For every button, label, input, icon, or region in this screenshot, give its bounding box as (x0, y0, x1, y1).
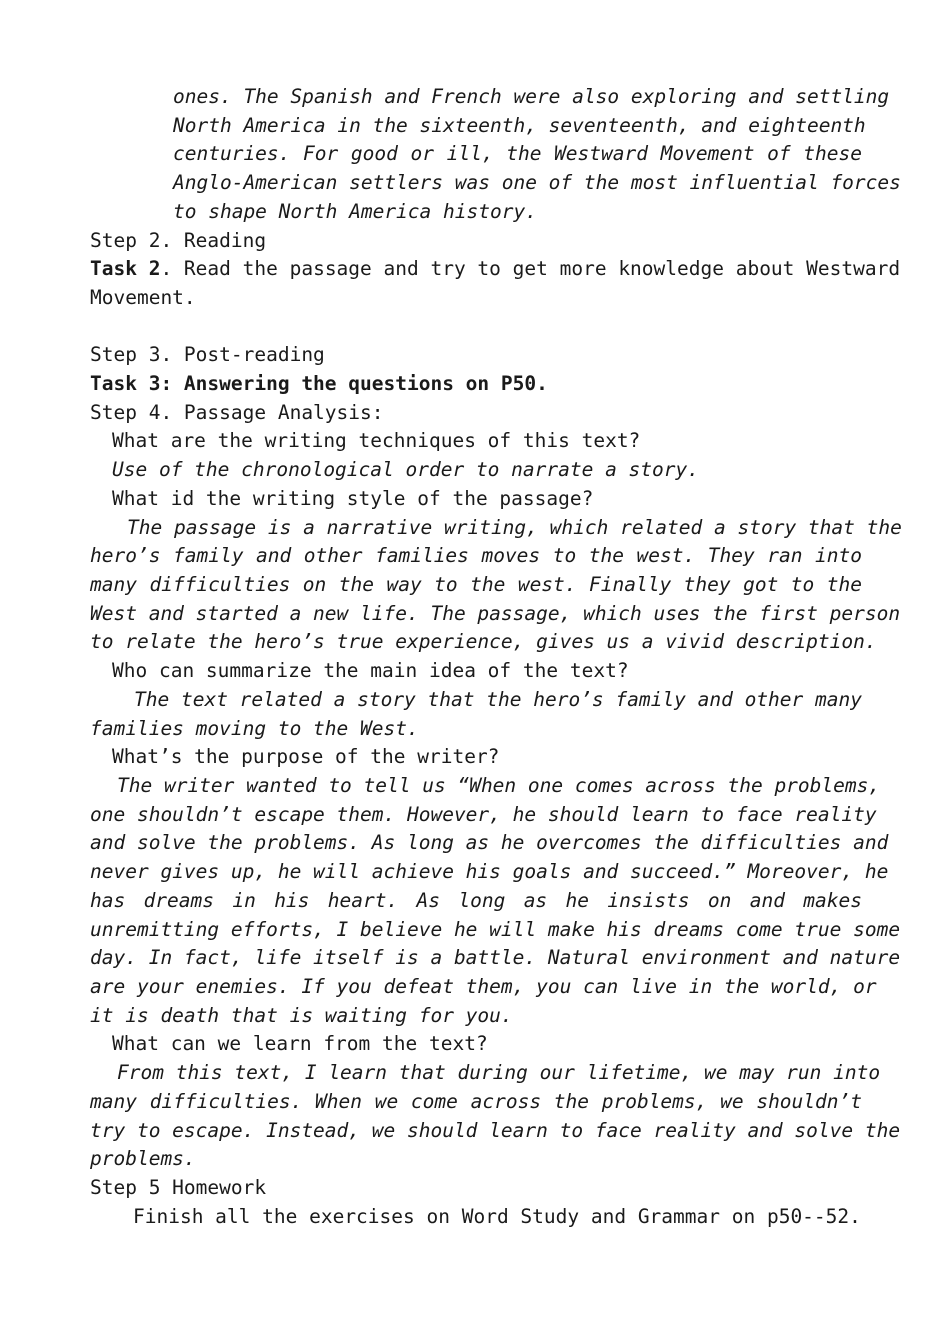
answer-1: Use of the chronological order to narrate a story. (112, 458, 699, 481)
task2-label: Task 2 (90, 257, 161, 280)
answer-4-line: one shouldn’t escape them. However, he should learn to face reality (90, 803, 877, 826)
question-4: What’s the purpose of the writer? (112, 745, 500, 768)
answer-4-line: unremitting efforts, I believe he will make his dreams come true some (90, 918, 901, 941)
answer-4-line: has dreams in his heart. As long as he insists on and makes (90, 889, 862, 912)
answer-3-line: The text related a story that the hero’s family and other many (134, 688, 862, 711)
question-3: Who can summarize the main idea of the text? (112, 659, 629, 682)
task3-text: Task 3: Answering the questions on P50. (90, 372, 548, 395)
step2-heading: Step 2. Reading (90, 229, 267, 252)
intro-line: centuries. For good or ill, the Westward Movement of these (173, 142, 862, 165)
answer-5-line: problems. (90, 1147, 196, 1170)
answer-2-line: West and started a new life. The passage, which uses the first person (90, 602, 901, 625)
answer-4-line: never gives up, he will achieve his goals and succeed.” Moreover, he (90, 860, 889, 883)
question-2: What id the writing style of the passage? (112, 487, 594, 510)
answer-5-line: many difficulties. When we come across the problems, we shouldn’t (90, 1090, 862, 1113)
intro-line: Anglo-American settlers was one of the most influential forces (173, 171, 901, 194)
step4-heading: Step 4. Passage Analysis: (90, 401, 384, 424)
answer-3-line: families moving to the West. (90, 717, 419, 740)
answer-2-line: The passage is a narrative writing, which related a story that the (127, 516, 902, 539)
question-1: What are the writing techniques of this text? (112, 429, 641, 452)
answer-4-line: and solve the problems. As long as he overcomes the difficulties and (90, 831, 889, 854)
intro-line: North America in the sixteenth, seventeenth, and eighteenth (173, 114, 866, 137)
step5-heading: Step 5 Homework (90, 1176, 267, 1199)
task2-line (90, 255, 901, 284)
answer-2-line: many difficulties on the way to the west. Finally they got to the (90, 573, 862, 596)
intro-line: to shape North America history. (173, 200, 537, 223)
answer-5-line: From this text, I learn that during our lifetime, we may run into (117, 1061, 881, 1084)
answer-4-line: it is death that is waiting for you. (90, 1004, 513, 1027)
question-5: What can we learn from the text? (112, 1032, 488, 1055)
task2-text: . Read the passage and try to get more knowledge about Westward (160, 257, 901, 280)
answer-4-line: day. In fact, life itself is a battle. Natural environment and nature (90, 946, 901, 969)
intro-line: ones. The Spanish and French were also exploring and settling (173, 85, 890, 108)
answer-2-line: to relate the hero’s true experience, gives us a vivid description. (90, 630, 877, 653)
answer-5-line: try to escape. Instead, we should learn to face reality and solve the (90, 1119, 901, 1142)
homework-text: Finish all the exercises on Word Study and Grammar on p50--52. (133, 1205, 861, 1228)
answer-2-line: hero’s family and other families moves to the west. They ran into (90, 544, 862, 567)
answer-4-line: The writer wanted to tell us “When one comes across the problems, (117, 774, 881, 797)
answer-4-line: are your enemies. If you defeat them, you can live in the world, or (90, 975, 877, 998)
step3-heading: Step 3. Post-reading (90, 343, 325, 366)
task2-line-2: Movement. (90, 286, 196, 309)
